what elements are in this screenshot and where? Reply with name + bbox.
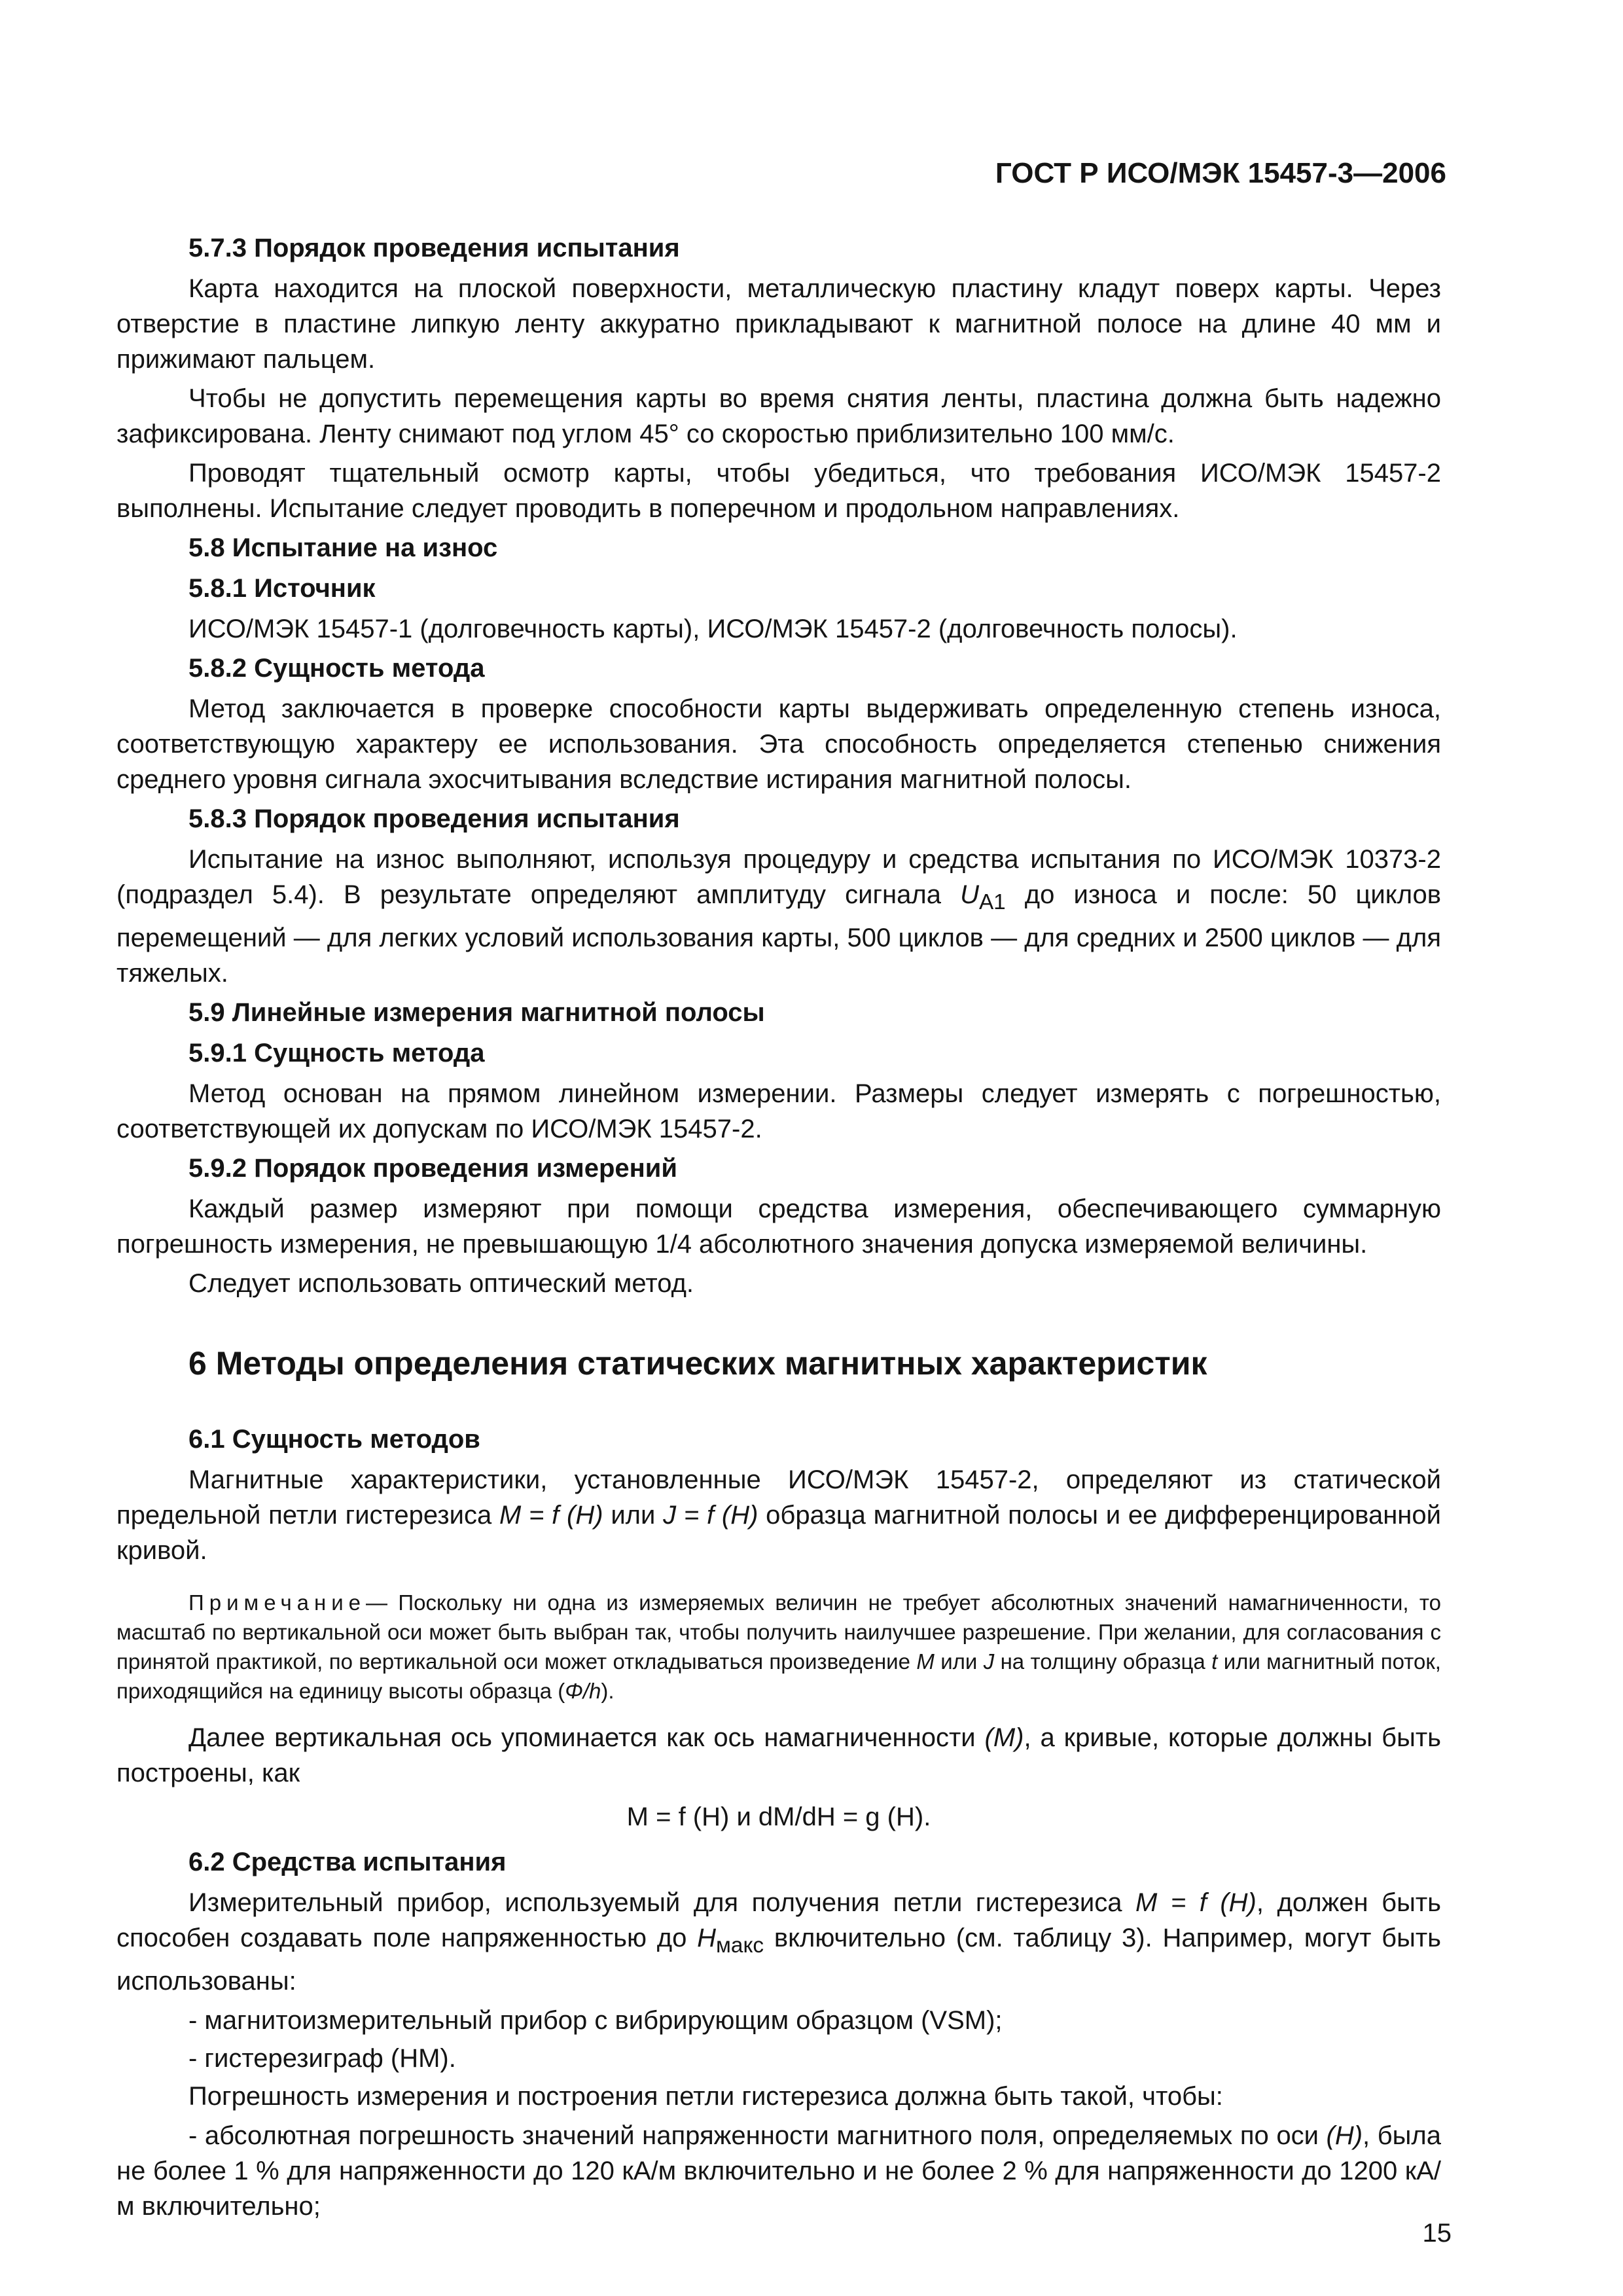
section-heading: 5.9 Линейные измерения магнитной полосы (188, 998, 765, 1027)
text-run: - абсолютная погрешность значений напряженности магнитного поля, определяемых по оси (188, 2121, 1327, 2150)
text-run: Измерительный прибор, используемый для получения петли гистерезиса (188, 1888, 1135, 1917)
section-heading: 6.2 Средства испытания (188, 1848, 507, 1876)
variable: (H) (1326, 2121, 1363, 2150)
note (116, 1588, 1441, 1706)
page-number: 15 (1422, 2219, 1452, 2248)
paragraph: Каждый размер измеряют при помощи средства измерения, обеспечивающего суммарную погрешность измерения, не превышающую 1/4 абсолютного значения допуска измеряемой величины. (116, 1194, 1441, 1259)
variable: (M) (984, 1723, 1024, 1752)
text-run: , была не более 1 % для напряженности до 120 кА/м включительно и не более 2 % для напряженности до 1200 кА/м включительно; (116, 2121, 1441, 2221)
section-heading: 5.8 Испытание на износ (188, 533, 498, 562)
paragraph: Чтобы не допустить перемещения карты во время снятия ленты, пластина должна быть надежно зафиксирована. Ленту снимают под углом 45° со скоростью приблизительно 100 мм/с. (116, 384, 1441, 448)
text-run: , а кривые, которые должны быть построены, как (116, 1723, 1441, 1787)
paragraph: Метод основан на прямом линейном измерении. Размеры следует измерять с погрешностью, соответствующей их допускам по ИСО/МЭК 15457-2. (116, 1079, 1441, 1143)
subscript: макс (716, 1933, 764, 1958)
paragraph: Проводят тщательный осмотр карты, чтобы убедиться, что требования ИСО/МЭК 15457-2 выполнены. Испытание следует проводить в поперечном и продольном направлениях. (116, 459, 1441, 523)
list-item: - гистерезиграф (HM). (188, 2044, 456, 2073)
paragraph (116, 1462, 1441, 1568)
paragraph: Карта находится на плоской поверхности, металлическую пластину кладут поверх карты. Через отверстие в пластине липкую ленту аккуратно прикладывают к магнитной полосе на длине 40 мм и прижимают пальцем. (116, 274, 1441, 374)
section-heading: 5.8.2 Сущность метода (188, 654, 485, 683)
text-run: включительно (см. таблицу 3). Например, могут быть использованы: (116, 1924, 1442, 1996)
text-run: на толщину образца (994, 1649, 1212, 1674)
document-body (116, 230, 1441, 2227)
section-heading: 5.8.3 Порядок проведения испытания (188, 804, 680, 833)
chapter-heading: 6 Методы определения статических магнитных характеристик (188, 1345, 1207, 1382)
text-run: до износа и после: 50 циклов перемещений — для легких условий использования карты, 500 циклов — для средних и 2500 циклов — для тяжелых. (116, 880, 1441, 988)
text-run: Магнитные характеристики, установленные ИСО/МЭК 15457-2, определяют из статической предельной петли гистерезиса (116, 1465, 1441, 1530)
paragraph: Следует использовать оптический метод. (188, 1269, 694, 1298)
note-label: Примечание (188, 1590, 366, 1615)
paragraph: ИСО/МЭК 15457-1 (долговечность карты), ИСО/МЭК 15457-2 (долговечность полосы). (188, 615, 1238, 643)
document-header: ГОСТ Р ИСО/МЭК 15457-3—2006 (995, 157, 1446, 189)
paragraph (116, 1885, 1441, 1999)
text-run: — Поскольку ни одна из измеряемых величин не требует абсолютных значений намагниченности, то масштаб по вертикальной оси может быть выбран так, чтобы получить наилучшее разрешение. При желании, для согласования с принятой практикой, по вертикальной оси может откладываться произведение (116, 1590, 1441, 1674)
variable: J (983, 1649, 995, 1674)
variable: H (697, 1924, 716, 1952)
variable: M (916, 1649, 935, 1674)
variable: Φ/h (565, 1679, 601, 1703)
text-run: или магнитный поток, приходящийся на единицу высоты образца ( (116, 1649, 1441, 1703)
text-run: , должен быть способен создавать поле напряженностью до (116, 1888, 1441, 1952)
text-run: или (934, 1649, 984, 1674)
paragraph (116, 842, 1441, 991)
variable: U (960, 880, 979, 909)
list-item (116, 2118, 1441, 2224)
text-run: ). (601, 1679, 615, 1703)
formula-inline: M = f (H) (499, 1501, 603, 1530)
display-formula: M = f (H) и dM/dH = g (H). (626, 1803, 931, 1831)
section-heading: 5.9.2 Порядок проведения измерений (188, 1154, 677, 1183)
text-run: или (603, 1501, 664, 1530)
subscript: A1 (978, 890, 1006, 914)
variable: t (1211, 1649, 1218, 1674)
section-heading: 5.9.1 Сущность метода (188, 1039, 485, 1067)
paragraph (116, 1720, 1441, 1791)
text-run: образца магнитной полосы и ее дифференцированной кривой. (116, 1501, 1441, 1565)
formula-inline: M = f (H) (1135, 1888, 1257, 1917)
text-run: Далее вертикальная ось упоминается как ось намагниченности (188, 1723, 985, 1752)
formula-inline: J = f (H) (663, 1501, 758, 1530)
section-heading: 5.8.1 Источник (188, 574, 376, 603)
section-heading: 6.1 Сущность методов (188, 1425, 480, 1454)
paragraph: Погрешность измерения и построения петли гистерезиса должна быть такой, чтобы: (188, 2082, 1223, 2111)
list-item: - магнитоизмерительный прибор с вибрирующим образцом (VSM); (188, 2006, 1003, 2035)
text-run: Испытание на износ выполняют, используя процедуру и средства испытания по ИСО/МЭК 10373-2 (подраздел 5.4). В результате определяют амплитуду сигнала (116, 845, 1441, 909)
paragraph: Метод заключается в проверке способности карты выдерживать определенную степень износа, соответствующую характеру ее использования. Эта способность определяется степенью снижения среднего уровня сигнала эхосчитывания вследствие истирания магнитной полосы. (116, 694, 1441, 794)
section-heading: 5.7.3 Порядок проведения испытания (188, 234, 680, 262)
